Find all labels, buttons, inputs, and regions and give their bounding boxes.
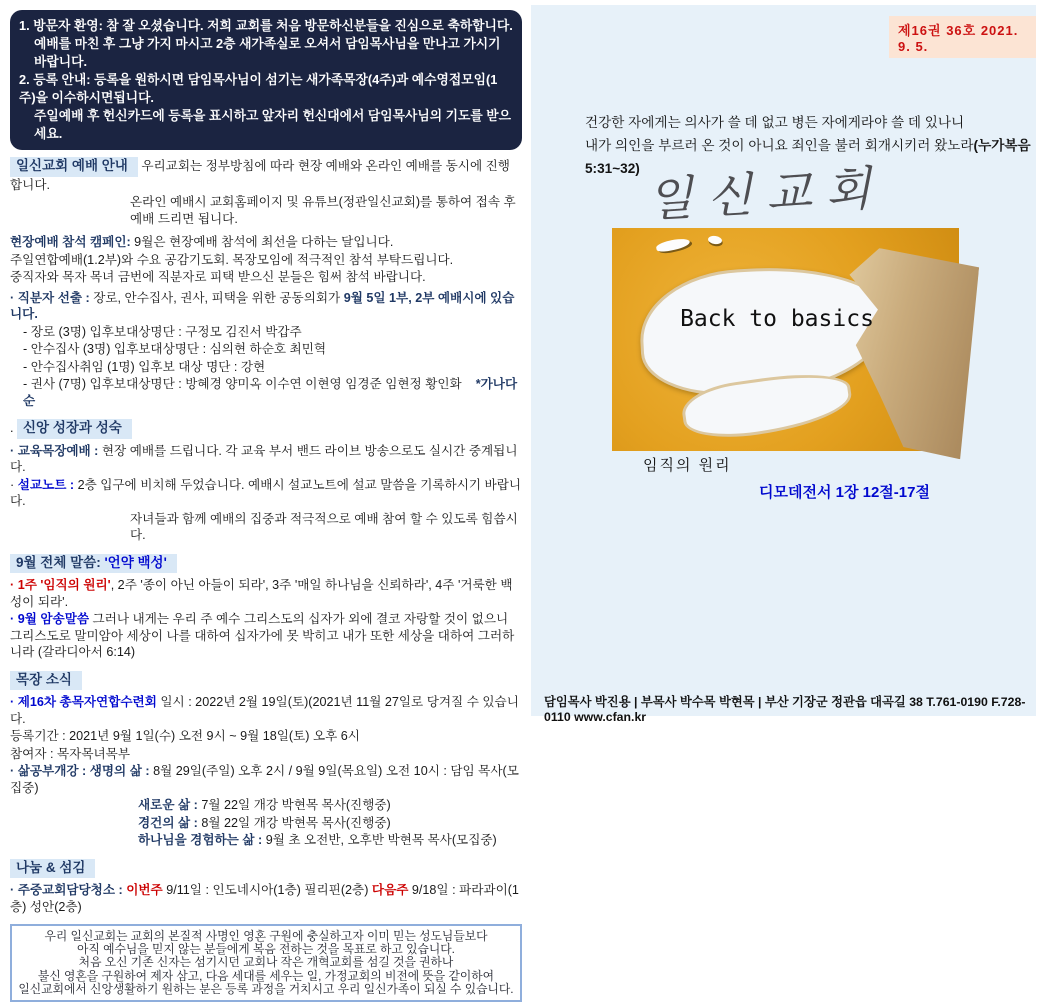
election-line bbox=[10, 290, 522, 323]
memory-verse-text: 그러나 내게는 우리 주 예수 그리스도의 십자가 외에 결코 자랑할 것이 없으니 그리스도로 말미암아 세상이 나를 대하여 십자가에 못 박히고 내가 또한 세상을 대하여 그러하니라 (갈라디아서 6:14) bbox=[10, 612, 515, 659]
cleaning-nextweek: 다음주 bbox=[371, 883, 409, 897]
cover-verse-reference: (누가복음 5:31~32) bbox=[585, 138, 1031, 176]
class3-name: 경건의 삶 : bbox=[138, 815, 202, 830]
september-weeks-line bbox=[10, 577, 522, 610]
issue-number-badge: 제16권 36호 2021. 9. 5. bbox=[889, 16, 1036, 58]
sermon-note-bullet: · bbox=[10, 477, 18, 492]
mission-line-1: 우리 일신교회는 교회의 본질적 사명인 영혼 구원에 충실하고자 이미 믿는 성도님들보다 bbox=[44, 929, 488, 943]
class-line-3 bbox=[138, 815, 522, 832]
september-week1: · 1주 '임직의 원리' bbox=[10, 578, 111, 592]
class4-text: 9월 초 오전반, 오후반 박현목 목사(모집중) bbox=[265, 833, 497, 847]
section-header-sharing: 나눔 & 섬김 bbox=[10, 859, 95, 879]
torn-paper-speck bbox=[708, 235, 723, 245]
class4-name: 하나님을 경험하는 삶 : bbox=[138, 833, 266, 847]
campaign-line bbox=[10, 234, 522, 251]
right-page bbox=[531, 5, 1036, 724]
class3-text: 8월 22일 개강 박현목 목사(진행중) bbox=[201, 815, 391, 830]
torn-paper-speck bbox=[655, 237, 690, 254]
mission-line-2: 아직 예수님을 믿지 않는 분들에게 복음 전하는 것을 목표로 하고 있습니다. bbox=[77, 942, 455, 957]
class1-text: 8월 29일(주일) 오후 2시 / 9월 9일(목요일) 오전 10시 : 담임 목사(모집중) bbox=[10, 764, 519, 795]
class-line-1 bbox=[10, 763, 522, 796]
left-page bbox=[10, 10, 522, 996]
memory-verse-line bbox=[10, 611, 522, 661]
visitor-welcome-box bbox=[10, 10, 522, 150]
growth-predot: . bbox=[10, 421, 17, 435]
mission-line-5: 일신교회에서 신앙생활하기 원하는 분은 등록 과정을 거치시고 우리 일신가족이 되실 수 있습니다. bbox=[18, 981, 514, 996]
class2-text: 7월 22일 개강 박현목 목사(진행중) bbox=[201, 798, 391, 812]
section-header-growth: 신앙 성장과 성숙 bbox=[17, 419, 132, 439]
cleaning-label: · 주중교회담당청소 : bbox=[10, 883, 127, 897]
election-emphasis: 9월 5일 1부, 2부 예배시에 있습니다. bbox=[10, 290, 515, 321]
mokjang-header-line bbox=[10, 671, 522, 691]
campaign-text: 9월은 현장예배 참석에 최선을 다하는 달입니다. bbox=[130, 235, 394, 249]
sermon-note-line-2: 자녀들과 함께 예배의 집중과 적극적으로 예배 참여 할 수 있도록 힘씁시다. bbox=[130, 511, 518, 542]
welcome-line-1: 1. 방문자 환영: 참 잘 오셨습니다. 저희 교회를 처음 방문하신분들을 진심으로 축하합니다. bbox=[19, 18, 513, 33]
election-note: *가나다 순 bbox=[23, 377, 518, 408]
edu-worship-text: 현장 예배를 드립니다. 각 교육 부서 밴드 라이브 방송으로도 실시간 중계됩니다. bbox=[10, 443, 518, 474]
edu-worship-line bbox=[10, 443, 522, 476]
retreat-label: · 제16차 총목자연합수련회 bbox=[10, 695, 161, 709]
retreat-participants: 참여자 : 목자목녀목부 bbox=[10, 746, 130, 761]
cleaning-thisweek: 이번주 bbox=[126, 883, 163, 897]
retreat-line bbox=[10, 694, 522, 727]
welcome-line-2: 예배를 마친 후 그냥 가지 마시고 2층 새가족실로 오셔서 담임목사님을 만나고 가시기 바랍니다. bbox=[34, 36, 501, 69]
sermon-note-text: 2층 입구에 비치해 두었습니다. 예배시 설교노트에 설교 말씀을 기록하시기 바랍니다. bbox=[10, 477, 522, 508]
worship-text-2: 온라인 예배시 교회홈페이지 및 유튜브(정관일신교회)를 통하여 접속 후 예배 드리면 됩니다. bbox=[130, 195, 516, 226]
class-line-2 bbox=[138, 797, 522, 814]
september-header-label: 9월 전체 말씀: bbox=[16, 554, 105, 570]
welcome-line-4: 주일예배 후 헌신카드에 등록을 표시하고 앞자리 헌신대에서 담임목사님의 기도를 받으세요. bbox=[34, 108, 512, 141]
cover-verse-line-2-text: 내가 의인을 부르러 온 것이 아니요 죄인을 불러 회개시키러 왔노라 bbox=[585, 138, 974, 153]
sermon-note-label: 설교노트 : bbox=[17, 477, 78, 492]
section-header-september bbox=[10, 554, 177, 574]
retreat-text: 일시 : 2022년 2월 19일(토)(2021년 11월 27일로 당겨질 수 있습니다. bbox=[10, 695, 519, 726]
class-line-4 bbox=[138, 832, 522, 849]
sermon-note-line bbox=[10, 477, 522, 510]
cover-photo bbox=[612, 228, 959, 451]
sharing-header-line bbox=[10, 859, 522, 879]
welcome-line-3: 2. 등록 안내: 등록을 원하시면 담임목사님이 섬기는 새가족목장(4주)과 예수영접모임(1주)을 이수하시면됩니다. bbox=[19, 72, 498, 105]
election-item bbox=[23, 376, 522, 409]
class2-name: 새로운 삶 : bbox=[138, 798, 202, 812]
sermon-title: 임직의 원리 bbox=[643, 457, 732, 474]
september-header-theme: '언약 백성' bbox=[104, 554, 167, 570]
cleaning-nextweek-text: 9/18일 : 파라과이(1층) 성안(2층) bbox=[10, 883, 519, 914]
campaign-label: 현장예배 참석 캠페인: bbox=[10, 235, 131, 249]
section-header-mokjang: 목장 소식 bbox=[10, 671, 82, 691]
cleaning-line bbox=[10, 882, 522, 915]
growth-header-line bbox=[10, 419, 522, 439]
election-item: - 안수집사취임 (1명) 입후보 대상 명단 : 강현 bbox=[23, 359, 266, 374]
election-text: 장로, 안수집사, 권사, 피택을 위한 공동의회가 bbox=[93, 290, 344, 305]
election-item: - 안수집사 (3명) 입후보대상명단 : 심의현 하순호 최민혁 bbox=[23, 342, 327, 356]
photo-caption-text: Back to basics bbox=[680, 306, 874, 332]
mission-statement-box bbox=[10, 924, 522, 1002]
church-name-calligraphy: 일신교회 bbox=[646, 160, 887, 229]
class1-name: 생명의 삶 : bbox=[89, 764, 154, 778]
election-item-4-text: - 권사 (7명) 입후보대상명단 : 방혜경 양미옥 이수연 이현영 임경준 임현정 황인화 bbox=[23, 377, 462, 391]
mission-line-3: 처음 오신 기존 신자는 섬기시던 교회나 작은 개혁교회를 섬길 것을 권하나 bbox=[78, 955, 454, 970]
campaign-line-2: 주일연합예배(1.2부)와 수요 공감기도회. 목장모임에 적극적인 참석 부탁드립니다. bbox=[10, 252, 454, 267]
cleaning-thisweek-text: 9/11일 : 인도네시아(1층) 필리핀(2층) bbox=[162, 883, 372, 897]
class-open-label: · 삶공부개강 : bbox=[10, 764, 90, 778]
campaign-line-3: 중직자와 목자 목녀 금번에 직분자로 피택 받으신 분들은 힘써 참석 바랍니다. bbox=[10, 270, 426, 284]
church-contact-footer: 담임목사 박진용 | 부목사 박수목 박현목 | 부산 기장군 정관읍 대곡길 38 T.761-0190 F.728-0110 www.cfan.kr bbox=[544, 695, 1026, 724]
edu-worship-label: · 교육목장예배 : bbox=[10, 443, 102, 458]
section-header-worship-info: 일신교회 예배 안내 bbox=[10, 157, 138, 177]
september-header-line bbox=[10, 554, 522, 574]
worship-info-line bbox=[10, 157, 522, 193]
september-weeks-rest: , 2주 '종이 아닌 아들이 되라', 3주 '매일 하나님을 신뢰하라', 4주 '거룩한 백성이 되라'. bbox=[10, 578, 513, 609]
worship-text-1: 우리교회는 정부방침에 따라 현장 예배와 온라인 예배를 동시에 진행합니다. bbox=[10, 159, 510, 192]
cover-verse-line-1: 건강한 자에게는 의사가 쓸 데 없고 병든 자에게라야 쓸 데 있나니 bbox=[585, 115, 965, 130]
sermon-passage: 디모데전서 1장 12절-17절 bbox=[759, 484, 930, 501]
election-item: - 장로 (3명) 입후보대상명단 : 구정모 김진서 박갑주 bbox=[23, 324, 302, 339]
mission-line-4: 불신 영혼을 구원하여 제자 삼고, 다음 세대를 세우는 일, 가정교회의 비전에 뜻을 같이하여 bbox=[37, 968, 495, 983]
memory-verse-label: · 9월 암송말씀 bbox=[10, 612, 90, 626]
retreat-registration: 등록기간 : 2021년 9월 1일(수) 오전 9시 ~ 9월 18일(토) 오후 6시 bbox=[10, 729, 360, 743]
election-label: · 직분자 선출 : bbox=[10, 290, 94, 305]
